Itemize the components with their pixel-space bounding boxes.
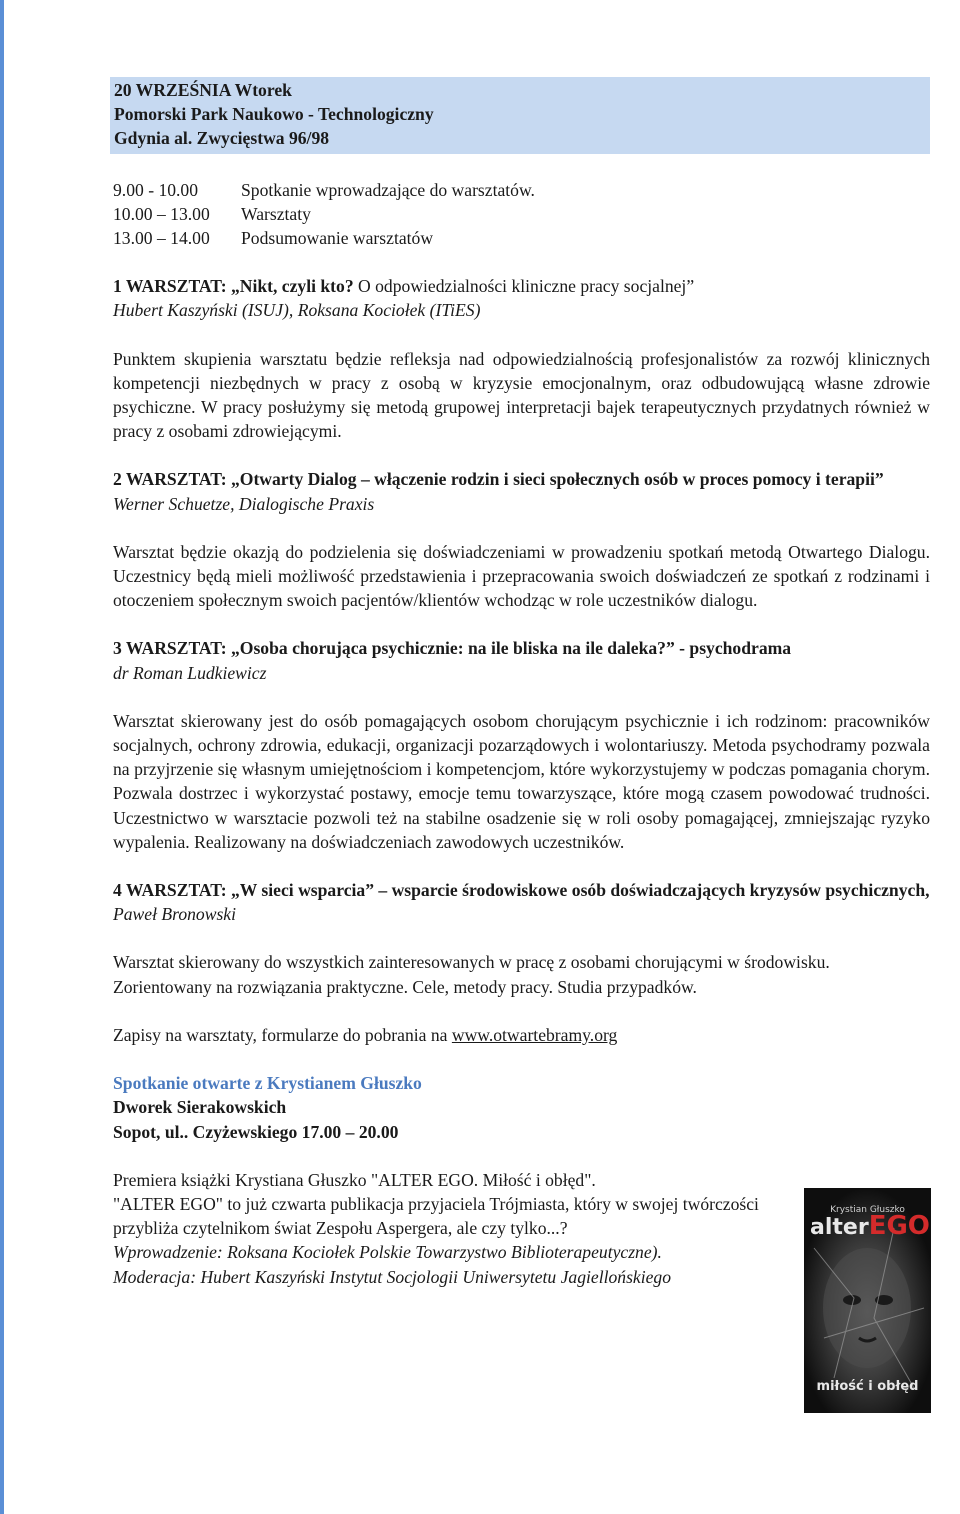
schedule-time: 13.00 – 14.00 <box>113 228 210 249</box>
cover-subtitle: miłość i obłęd <box>816 1378 919 1394</box>
event-intro: Wprowadzenie: Roksana Kociołek Polskie Towarzystwo Biblioterapeutyczne). <box>113 1242 662 1263</box>
workshop-author: dr Roman Ludkiewicz <box>113 662 267 683</box>
schedule-time: 9.00 - 10.00 <box>113 179 199 200</box>
workshop-title: 2 WARSZTAT: „Otwarty Dialog – włączenie rodzin i sieci społecznych osób w proces pomocy i terapii” <box>113 469 884 490</box>
event-premiere: Premiera książki Krystiana Głuszko "ALTER EGO. Miłość i obłęd". <box>113 1169 596 1190</box>
event-venue: Dworek Sierakowskich <box>113 1097 287 1118</box>
workshop-title: 3 WARSZTAT: „Osoba chorująca psychicznie: na ile bliska na ile daleka?” - psychodrama <box>113 638 792 659</box>
cover-author: Krystian Głuszko <box>830 1205 905 1215</box>
workshop-description: Warsztat będzie okazją do podzielenia się doświadczeniami w prowadzeniu spotkań metodą Otwartego Dialogu. Uczestnicy będą mieli możliwość przedstawienia i przepracowania swoich doświadczeń ze spotkań z rodzinami i otoczeniem społecznym swoich pacjentów/klientów wchodząc w role uczestników dialogu. <box>113 541 930 611</box>
workshop-3 <box>113 636 930 854</box>
workshop-description: Punktem skupienia warsztatu będzie refleksja nad odpowiedzialnością profesjonalistów za rozwój klinicznych kompetencji niezbędnych w pracy z osobą w kryzysie emocjonalnym, oraz odbudowującą własne zdrowie psychiczne. W pracy posłużymy się metodą grupowej interpretacji bajek terapeutycznych przydatnych również w pracy z osobami zdrowiejącymi. <box>113 348 930 442</box>
schedule <box>113 178 930 251</box>
schedule-label: Spotkanie wprowadzające do warsztatów. <box>241 179 535 200</box>
workshop-2 <box>113 467 930 612</box>
document-page <box>113 77 930 1289</box>
workshop-author: Paweł Bronowski <box>113 904 236 925</box>
workshop-author: Werner Schuetze, Dialogische Praxis <box>113 493 375 514</box>
schedule-label: Podsumowanie warsztatów <box>241 228 434 249</box>
header-venue: Pomorski Park Naukowo - Technologiczny <box>114 104 434 125</box>
date-venue-header <box>110 77 930 154</box>
header-date: 20 WRZEŚNIA Wtorek <box>114 80 292 100</box>
registration-link[interactable]: www.otwartebramy.org <box>451 1024 618 1045</box>
event-moderation: Moderacja: Hubert Kaszyński Instytut Socjologii Uniwersytetu Jagiellońskiego <box>113 1266 672 1287</box>
workshop-4 <box>113 878 930 999</box>
workshop-title: 1 WARSZTAT: „Nikt, czyli kto? O odpowiedzialności kliniczne pracy socjalnej” <box>113 276 695 297</box>
schedule-row <box>113 226 930 250</box>
cover-title: alterEGO <box>810 1211 930 1241</box>
registration-note: Zapisy na warsztaty, formularze do pobrania na www.otwartebramy.org <box>113 1024 618 1045</box>
event-description: "ALTER EGO" to już czwarta publikacja przyjaciela Trójmiasta, który w swojej twórczości przybliża czytelnikom świat Zespołu Aspergera, ale czy tylko...? <box>113 1193 759 1239</box>
schedule-time: 10.00 – 13.00 <box>113 203 210 224</box>
workshop-description: Warsztat skierowany do wszystkich zainteresowanych w pracę z osobami chorującymi w środowisku. Zorientowany na rozwiązania praktyczne. Cele, metody pracy. Studia przypadków. <box>113 952 830 997</box>
schedule-label: Warsztaty <box>241 203 311 224</box>
schedule-row <box>113 178 930 202</box>
book-cover-image <box>804 1188 931 1413</box>
workshop-description: Warsztat skierowany jest do osób pomagających osobom chorującym psychicznie i ich rodzinom: pracowników socjalnych, ochrony zdrowia, edukacji, organizacji pozarządowych i wolontariuszy. Metoda psychodramy pozwala na przyjrzenie się własnym umiejętnościom i kompetencjom, które wykorzystujemy w podczas pomagania chorym. Pozwala dostrzec i wykorzystać postawy, emocje temu towarzyszące, które mogą czasem powodować trudności. Uczestnictwo w warsztacie pozwoli też na stabilne osadzenie się w roli osoby pomagającej, zmniejszając ryzyko wypalenia. Realizowany na doświadczeniach zawodowych uczestników. <box>113 710 930 852</box>
workshop-1 <box>113 274 930 443</box>
workshop-author: Hubert Kaszyński (ISUJ), Roksana Kociołek (ITiES) <box>113 300 481 321</box>
event-title: Spotkanie otwarte z Krystianem Głuszko <box>113 1073 422 1094</box>
event-address: Sopot, ul.. Czyżewskiego 17.00 – 20.00 <box>113 1121 399 1142</box>
schedule-row <box>113 202 930 226</box>
page-left-border <box>0 0 4 1514</box>
header-address: Gdynia al. Zwycięstwa 96/98 <box>114 128 330 149</box>
workshop-title: 4 WARSZTAT: „W sieci wsparcia” – wsparcie środowiskowe osób doświadczających kryzysów psychicznych, <box>113 880 930 901</box>
